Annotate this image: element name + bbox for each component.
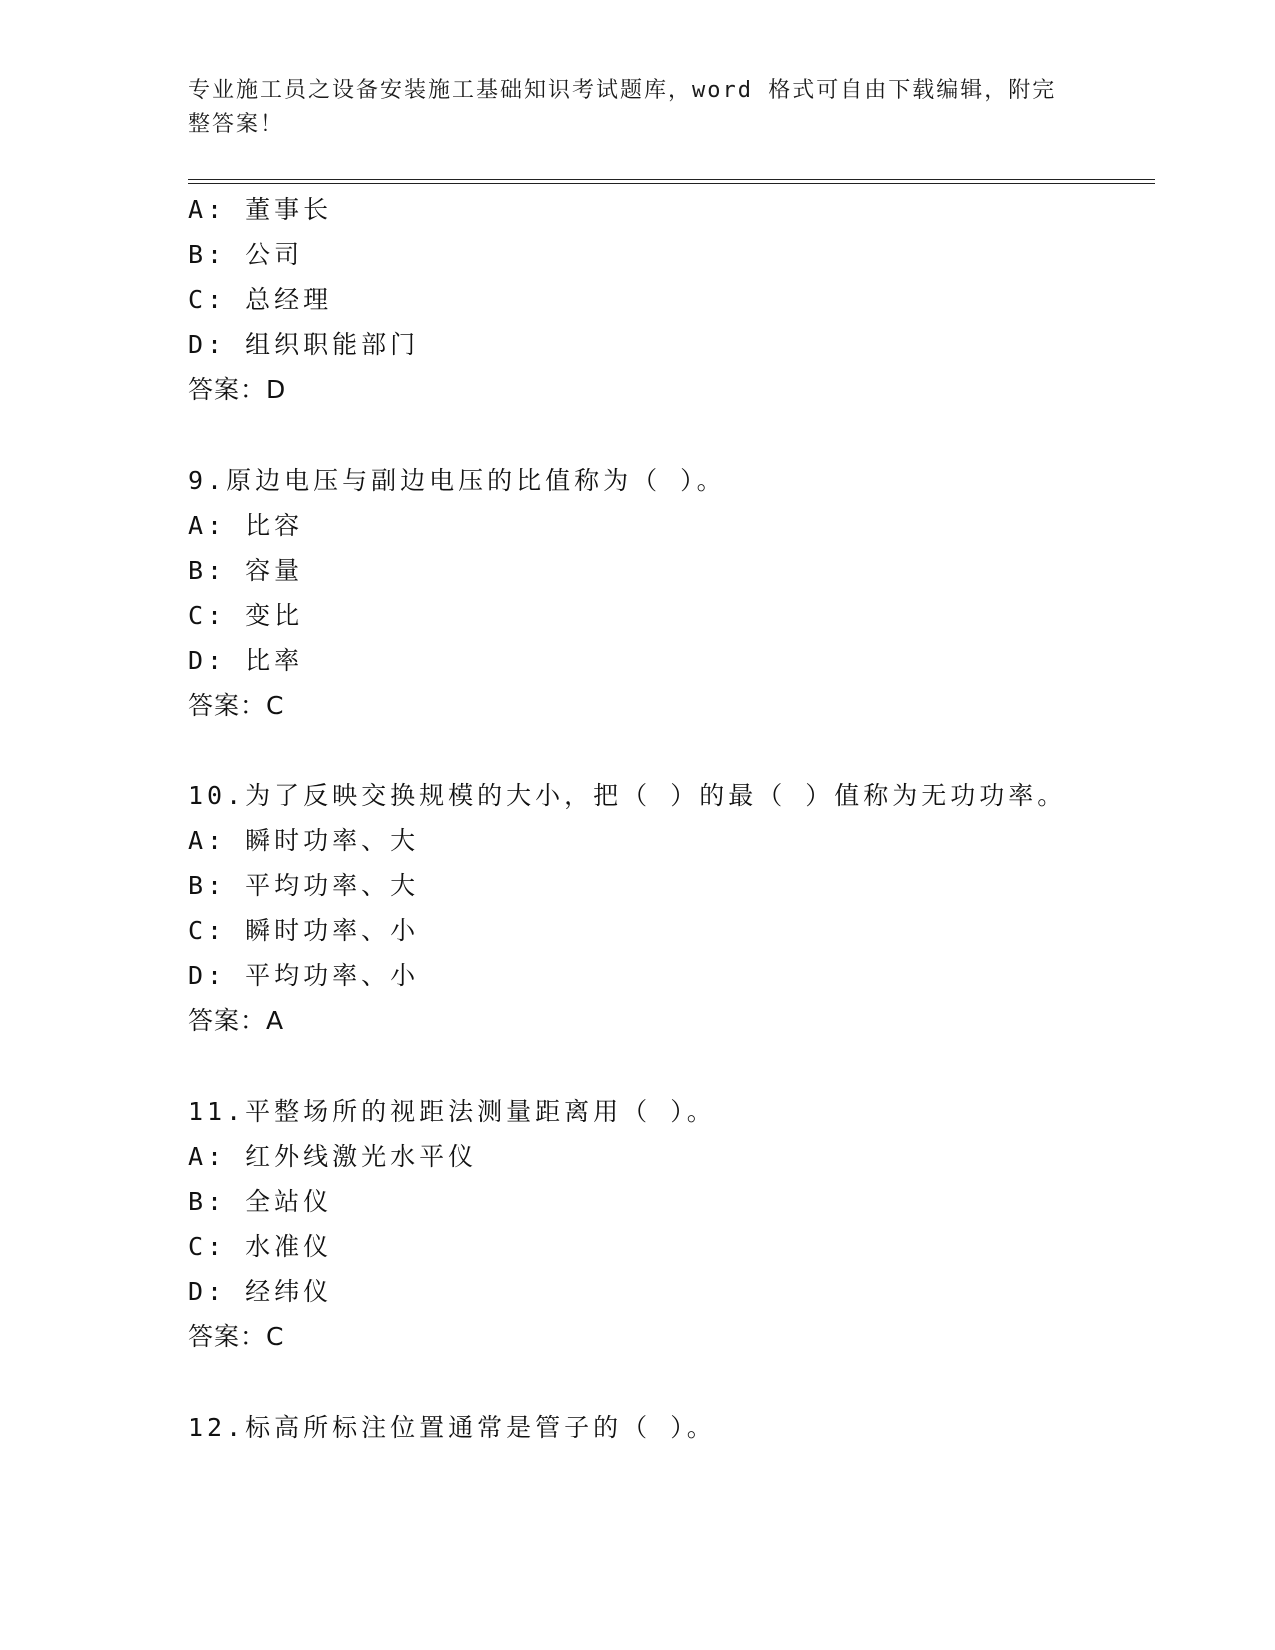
option-c: C: 瞬时功率、小: [188, 916, 420, 945]
option-d: D: 比率: [188, 646, 304, 675]
option-d: D: 经纬仪: [188, 1277, 333, 1306]
question-stem: 11.平整场所的视距法测量距离用（ ）。: [188, 1097, 716, 1126]
option-a: A: 董事长: [188, 195, 333, 224]
header-line-2: 整答案！: [188, 112, 285, 137]
header-divider-top: [188, 179, 1155, 180]
question-stem: 12.标高所标注位置通常是管子的（ ）。: [188, 1413, 716, 1442]
header-line-1: 专业施工员之设备安装施工基础知识考试题库，word 格式可自由下载编辑，附完: [188, 78, 1057, 103]
question-stem: 9.原边电压与副边电压的比值称为（ ）。: [188, 466, 726, 495]
document-header: [188, 74, 1068, 142]
answer-line: 答案：A: [188, 1006, 285, 1035]
option-a: A: 比容: [188, 511, 304, 540]
answer-line: 答案：D: [188, 375, 287, 404]
question-stem: 10.为了反映交换规模的大小，把（ ）的最（ ）值称为无功功率。: [188, 781, 1067, 810]
option-b: B: 平均功率、大: [188, 871, 420, 900]
option-b: B: 容量: [188, 556, 304, 585]
option-c: C: 总经理: [188, 285, 333, 314]
option-d: D: 组织职能部门: [188, 330, 420, 359]
option-b: B: 全站仪: [188, 1187, 333, 1216]
option-a: A: 红外线激光水平仪: [188, 1142, 478, 1171]
option-c: C: 水准仪: [188, 1232, 333, 1261]
option-d: D: 平均功率、小: [188, 961, 420, 990]
option-a: A: 瞬时功率、大: [188, 826, 420, 855]
option-c: C: 变比: [188, 601, 304, 630]
answer-line: 答案：C: [188, 691, 285, 720]
answer-line: 答案：C: [188, 1322, 285, 1351]
header-divider-bottom: [188, 183, 1155, 184]
option-b: B: 公司: [188, 240, 304, 269]
